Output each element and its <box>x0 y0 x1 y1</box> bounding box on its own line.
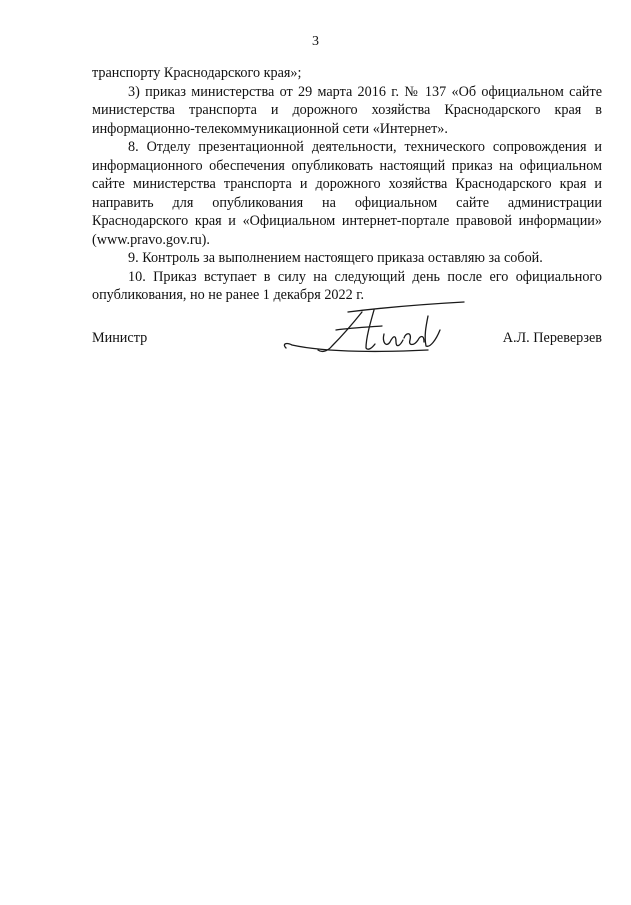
paragraph-item-3: 3) приказ министерства от 29 марта 2016 г. № 137 «Об официальном сайте министерства транспорта и дорожного хозяйства Краснодарского края в информационно-телекоммуникационной сети «Интернет». <box>92 83 602 137</box>
page-number: 3 <box>312 34 319 49</box>
signatory-title: Министр <box>92 330 148 346</box>
paragraph-item-10: 10. Приказ вступает в силу на следующий день после его официального опубликования, но не ранее 1 декабря 2022 г. <box>92 268 602 303</box>
signatory-name: А.Л. Переверзев <box>502 330 602 346</box>
handwritten-signature <box>278 298 468 360</box>
paragraph-continuation: транспорту Краснодарского края»; <box>92 65 302 81</box>
paragraph-item-8: 8. Отделу презентационной деятельности, технического сопровождения и информационного обеспечения опубликовать настоящий приказ на официальном сайте министерства транспорта и дорожного хозяйства Краснодарского края и направить для опубликования на официальном сайте администрации Краснодарского края и «Официальном интернет-портале правовой информации» (www.pravo.gov.ru). <box>92 139 602 248</box>
document-body <box>92 64 602 305</box>
signature-block <box>92 298 602 368</box>
paragraph-item-9: 9. Контроль за выполнением настоящего приказа оставляю за собой. <box>128 250 543 266</box>
